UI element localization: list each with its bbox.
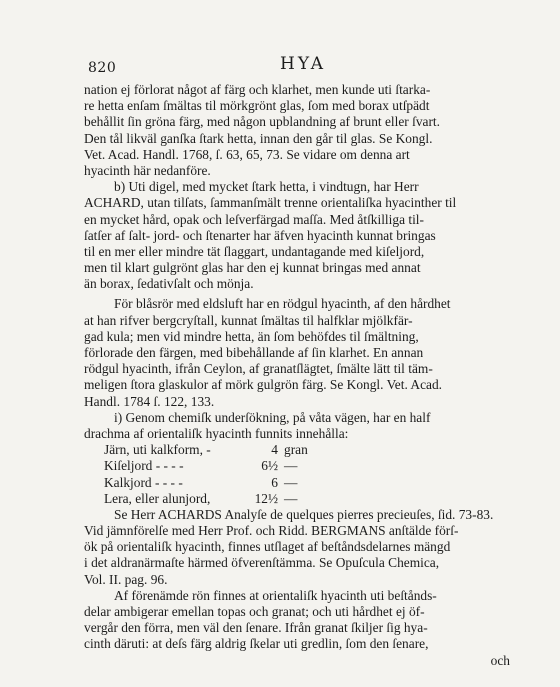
paragraph-4 — [84, 410, 512, 442]
catchword: och — [490, 652, 510, 668]
paragraph-3 — [84, 296, 512, 409]
composition-row — [104, 491, 512, 507]
paragraph-5 — [84, 507, 512, 588]
component-unit: — — [284, 474, 298, 490]
page-number: 820 — [88, 60, 117, 76]
text-line: vergår den förra, men väl den ſenare. Ifrån granat ſkiljer ſig hya- — [84, 620, 428, 636]
component-unit: gran — [284, 442, 308, 458]
text-line: Vol. II. pag. 96. — [84, 571, 168, 587]
component-label: Lera, eller alunjord, — [104, 490, 211, 506]
component-label: Kalkjord - - - - — [104, 474, 183, 490]
text-line: Vet. Acad. Handl. 1768, ſ. 63, 65, 73. Se vidare om denna art — [84, 146, 410, 162]
component-label: Kiſeljord - - - - — [104, 458, 184, 474]
text-line: behållit ſin gröna färg, med någon upblandning af brunt eller ſvart. — [84, 114, 440, 130]
text-line: re hetta enſam ſmältas til mörkgrönt glas, ſom med borax utſpädt — [84, 98, 430, 114]
text-line: gad kula; men vid mindre hetta, än ſom behöfdes til ſmältning, — [84, 328, 419, 344]
text-line: i) Genom chemiſk underſökning, på våta vägen, har en half — [114, 409, 431, 425]
paragraph-1 — [84, 82, 512, 179]
component-unit: — — [284, 490, 298, 506]
text-line: meligen ſtora glaskulor af mörk gulgrön färg. Se Kongl. Vet. Acad. — [84, 377, 443, 393]
text-line: förlorade den färgen, med bibehållande af ſin klarhet. En annan — [84, 345, 424, 360]
composition-table — [104, 442, 512, 507]
text-line: För blåsrör med eldsluft har en rödgul hyacinth, af den hårdhet — [114, 296, 451, 312]
running-head: HYA — [280, 54, 327, 74]
component-label: Järn, uti kalkform, - — [104, 442, 211, 458]
composition-row — [104, 442, 512, 458]
text-line: drachma af orientaliſk hyacinth funnits innehålla: — [84, 425, 349, 441]
text-line: delar ambigerar emellan topas och granat; och uti hårdhet ej öf- — [84, 604, 425, 619]
text-line: ök på orientaliſk hyacinth, finnes utſlaget af beſtåndsdelarnes mängd — [84, 539, 451, 555]
text-line: hyacinth här nedanföre. — [84, 162, 211, 178]
text-line: ACHARD, utan tilſats, ſammanſmält trenne orientaliſka hyacinther til — [84, 195, 457, 211]
composition-row — [104, 475, 512, 491]
text-line: Se Herr ACHARDS Analyſe de quelques pierres precieuſes, ſid. 73-83. — [114, 506, 494, 522]
text-line: til en mer eller mindre tät ſlaggart, undantagande med kiſeljord, — [84, 243, 425, 259]
text-body — [84, 82, 512, 669]
text-line: i det aldranärmaſte härmed öfverenſtämma. Se Opuſcula Chemica, — [84, 555, 440, 571]
text-line: cinth däruti: at deſs färg aldrig ſkelar uti gredlin, ſom den ſenare, — [84, 636, 429, 652]
component-value: 6½ — [261, 458, 278, 474]
text-line: Handl. 1784 ſ. 122, 133. — [84, 393, 215, 409]
page-header — [88, 54, 488, 80]
paragraph-2 — [84, 179, 512, 292]
component-unit: — — [284, 458, 298, 474]
component-value: 6 — [271, 474, 278, 490]
text-line: Vid jämnförelſe med Herr Prof. och Ridd. BERGMANS anſtälde förſ- — [84, 523, 459, 539]
text-line: nation ej förlorat något af färg och klarhet, men kunde uti ſtarka- — [84, 82, 431, 97]
paragraph-6 — [84, 588, 512, 653]
text-line: at han rifver bergcryſtall, kunnat ſmältas til halfklar mjölkfär- — [84, 312, 413, 328]
composition-row — [104, 458, 512, 474]
text-line: b) Uti digel, med mycket ſtark hetta, i vindtugn, har Herr — [114, 179, 419, 195]
text-line: Den tål likväl ganſka ſtark hetta, innan den går til glas. Se Kongl. — [84, 130, 433, 146]
text-line: ſatſer af ſalt- jord- och ſtenarter har äfven hyacinth kunnat bringas — [84, 227, 436, 243]
component-value: 4 — [271, 442, 278, 458]
text-line: men til klart gulgrönt glas har den ej kunnat bringas med annat — [84, 260, 421, 276]
text-line: en mycket hård, opak och leſverfärgad maſſa. Med åtſkilliga til- — [84, 211, 424, 227]
text-line: rödgul hyacinth, ifrån Ceylon, af granatſlägtet, ſmälte lätt til täm- — [84, 361, 433, 377]
component-value: 12½ — [254, 490, 278, 506]
text-line: Af förenämde rön finnes at orientaliſk hyacinth uti beſtånds- — [114, 587, 437, 603]
text-line: än borax, ſedativſalt och mönja. — [84, 276, 254, 292]
